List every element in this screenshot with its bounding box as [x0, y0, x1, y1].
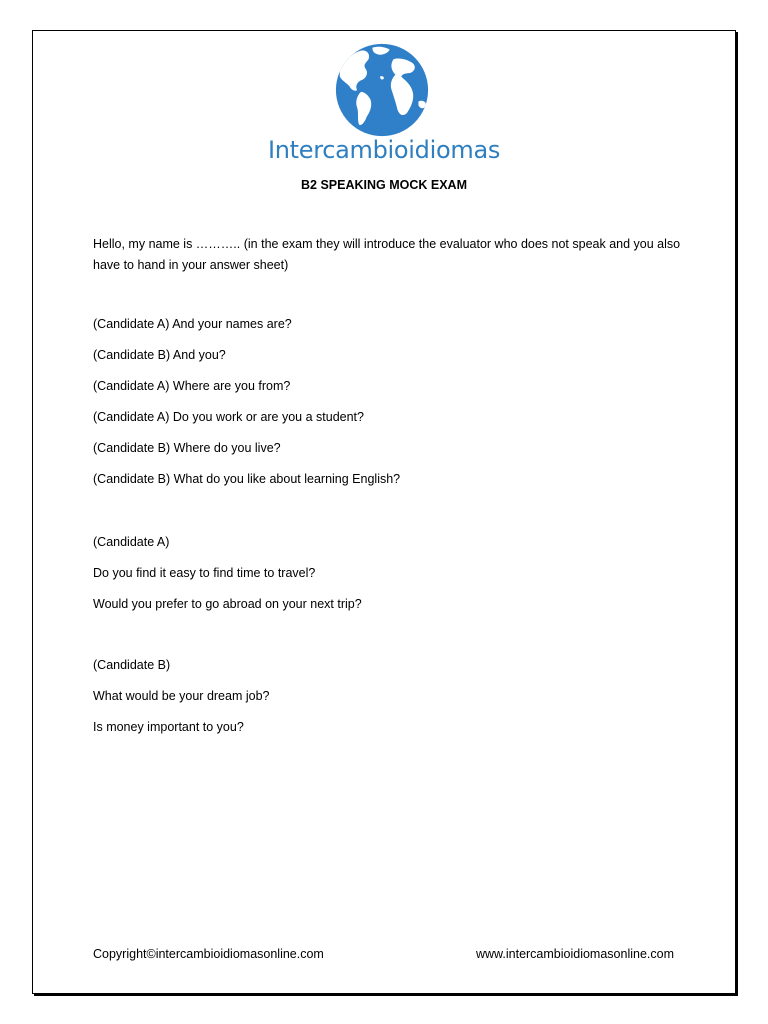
question-line: (Candidate A) And your names are?	[93, 317, 292, 331]
question-line: (Candidate B) And you?	[93, 348, 226, 362]
globe-icon	[334, 42, 430, 138]
question-line: Would you prefer to go abroad on your next trip?	[93, 597, 362, 611]
footer-copyright: Copyright©intercambioidiomasonline.com	[93, 947, 324, 961]
section-heading-candidate-b: (Candidate B)	[93, 658, 171, 672]
brand-name: Intercambioidiomas	[267, 136, 501, 164]
question-line: Do you find it easy to find time to travel?	[93, 566, 316, 580]
page-border	[32, 30, 736, 994]
footer-website: www.intercambioidiomasonline.com	[476, 947, 674, 961]
question-line: (Candidate A) Do you work or are you a student?	[93, 410, 364, 424]
question-line: What would be your dream job?	[93, 689, 270, 703]
question-line: (Candidate B) What do you like about learning English?	[93, 472, 401, 486]
question-line: (Candidate B) Where do you live?	[93, 441, 281, 455]
question-line: (Candidate A) Where are you from?	[93, 379, 291, 393]
document-title: B2 SPEAKING MOCK EXAM	[301, 178, 467, 192]
intro-paragraph: Hello, my name is ……….. (in the exam they will introduce the evaluator who does not speak and you also have to hand in your answer sheet)	[93, 237, 681, 272]
section-heading-candidate-a: (Candidate A)	[93, 535, 170, 549]
question-line: Is money important to you?	[93, 720, 244, 734]
